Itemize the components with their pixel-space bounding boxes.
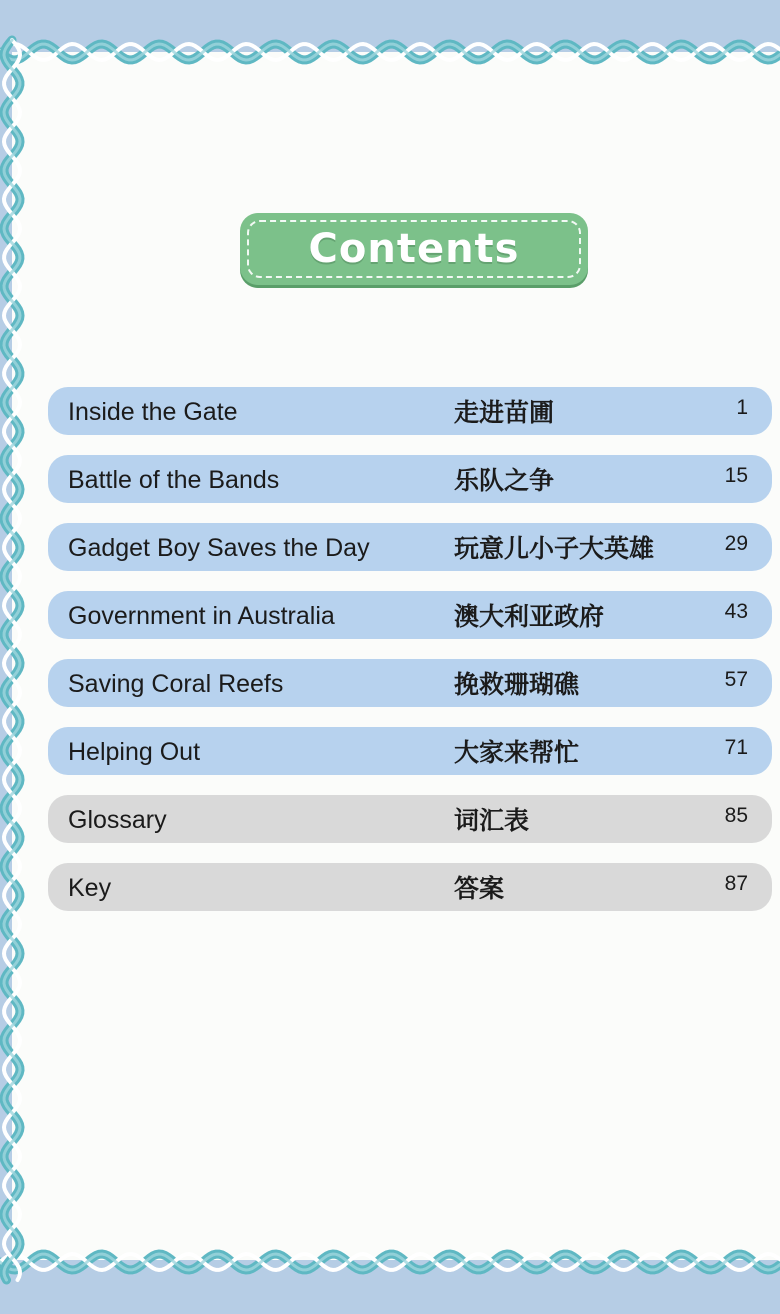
toc-page-number: 57 <box>724 668 748 691</box>
toc-chinese-title: 挽救珊瑚礁 <box>454 670 580 699</box>
toc-chinese-title: 词汇表 <box>454 806 530 835</box>
toc-english-title: Helping Out <box>68 738 201 766</box>
toc-chinese-title: 澳大利亚政府 <box>454 602 605 631</box>
toc-page-number: 43 <box>724 600 748 623</box>
table-of-contents <box>48 387 772 931</box>
toc-page-number: 71 <box>724 736 748 759</box>
toc-row-key[interactable] <box>48 863 772 911</box>
contents-title-banner <box>240 213 588 285</box>
toc-chinese-title: 大家来帮忙 <box>454 738 580 767</box>
toc-row-battle-of-the-bands[interactable] <box>48 455 772 503</box>
toc-chinese-title: 走进苗圃 <box>454 398 555 427</box>
toc-english-title: Inside the Gate <box>68 398 238 426</box>
page-title: Contents <box>308 226 520 272</box>
toc-english-title: Battle of the Bands <box>68 466 280 494</box>
toc-page-number: 29 <box>724 532 748 555</box>
toc-page-number: 15 <box>724 464 748 487</box>
toc-row-government-in-australia[interactable] <box>48 591 772 639</box>
toc-chinese-title: 答案 <box>454 874 505 903</box>
toc-chinese-title: 乐队之争 <box>454 466 555 495</box>
toc-english-title: Key <box>68 874 112 902</box>
toc-row-inside-the-gate[interactable] <box>48 387 772 435</box>
toc-english-title: Gadget Boy Saves the Day <box>68 534 370 562</box>
toc-page-number: 87 <box>724 872 748 895</box>
toc-page-number: 1 <box>736 396 748 419</box>
toc-english-title: Government in Australia <box>68 602 335 630</box>
toc-row-saving-coral-reefs[interactable] <box>48 659 772 707</box>
toc-row-gadget-boy-saves-the-day[interactable] <box>48 523 772 571</box>
toc-page-number: 85 <box>724 804 748 827</box>
toc-row-glossary[interactable] <box>48 795 772 843</box>
toc-english-title: Saving Coral Reefs <box>68 670 284 698</box>
toc-english-title: Glossary <box>68 806 167 834</box>
toc-row-helping-out[interactable] <box>48 727 772 775</box>
toc-chinese-title: 玩意儿小子大英雄 <box>454 534 655 563</box>
